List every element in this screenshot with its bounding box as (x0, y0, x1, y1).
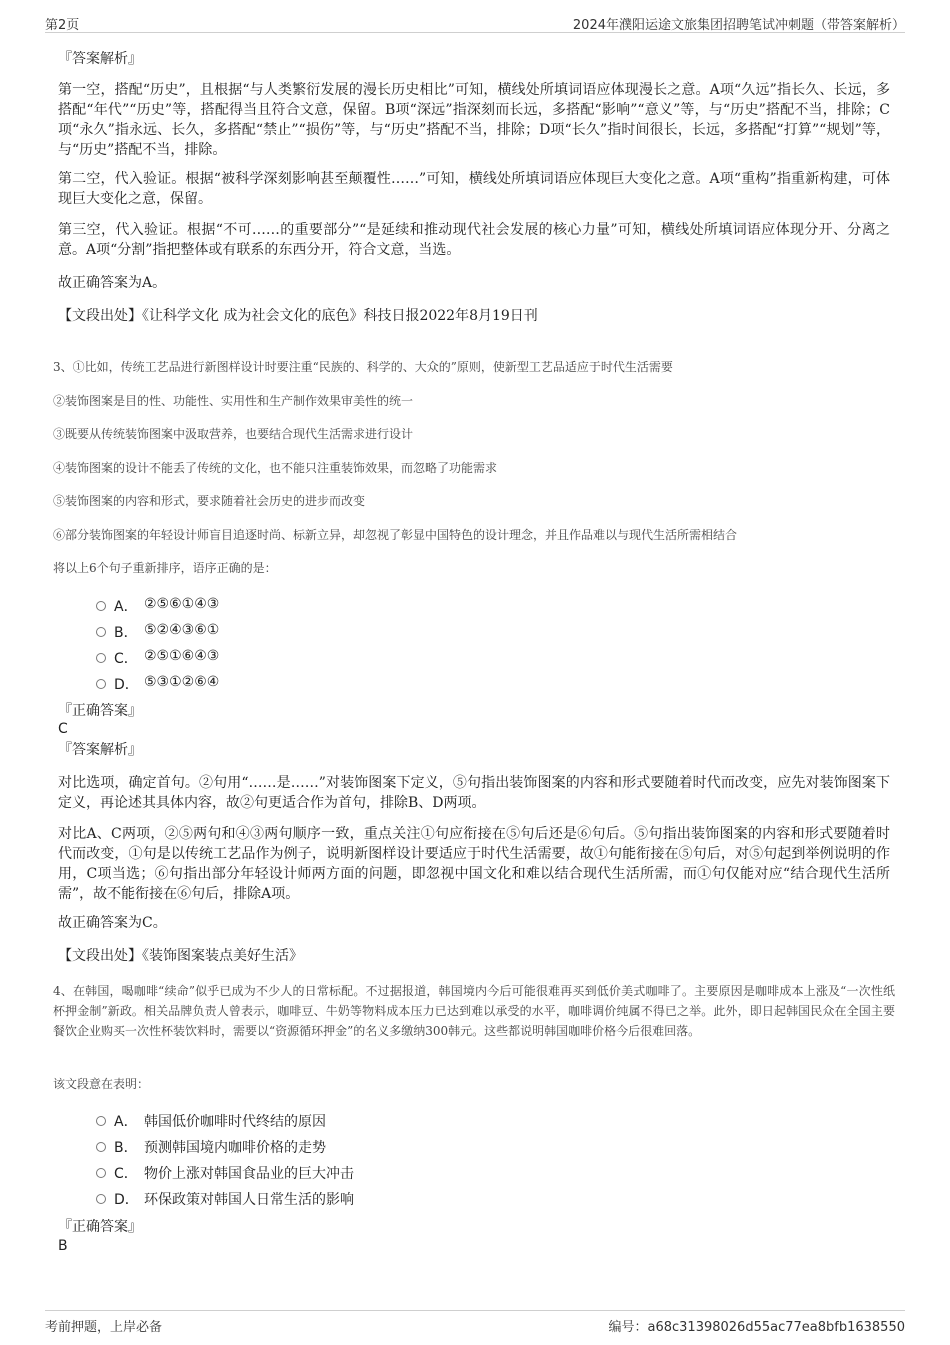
option-text: ②⑤①⑥④③ (144, 648, 220, 664)
option-letter: D． (114, 1192, 139, 1208)
q3-conclusion: 故正确答案为C。 (58, 915, 167, 931)
q4-correct-answer: B (58, 1238, 68, 1254)
q3-sentence-2: ②装饰图案是目的性、功能性、实用性和生产制作效果审美性的统一 (53, 394, 414, 408)
option-letter: D． (114, 677, 139, 693)
q2-analysis-paragraph-2: 第二空，代入验证。根据“被科学深刻影响甚至颠覆性……”可知，横线处所填词语应体现巨大变化之意。A项“重构”指重新构建，可体现巨大变化之意，保留。 (58, 171, 890, 207)
radio-button[interactable] (96, 601, 106, 611)
document-title: 2024年濮阳运途文旅集团招聘笔试冲刺题（带答案解析） (572, 18, 905, 33)
option-letter: B． (114, 625, 138, 641)
q3-correct-label: 『正确答案』 (58, 703, 142, 719)
radio-button[interactable] (96, 653, 106, 663)
q3-sentence-5: ⑤装饰图案的内容和形式，要求随着社会历史的进步而改变 (53, 494, 366, 508)
q3-stem: 3、①比如，传统工艺品进行新图样设计时要注重“民族的、科学的、大众的”原则，使新型工艺品适应于时代生活需要 (53, 360, 673, 374)
option-text: 韩国低价咖啡时代终结的原因 (144, 1114, 326, 1130)
radio-button[interactable] (96, 679, 106, 689)
option-letter: C． (114, 1166, 138, 1182)
q3-analysis-paragraph-2: 对比A、C两项，②⑤两句和④③两句顺序一致，重点关注①句应衔接在⑤句后还是⑥句后。⑤句指出装饰图案的内容和形式要随着时代而改变，①句是以传统工艺品作为例子，说明新图样设计要适应于时代生活需要，故①句能衔接在⑤句后，对⑤句起到举例说明的作用，C项当选；⑥句指出部分年轻设计师两方面的问题，即忽视中国文化和难以结合现代生活所需，而①句仅能对应“结合现代生活所需”，故不能衔接在⑥句后，排除A项。 (58, 826, 890, 902)
option-letter: A． (114, 599, 138, 615)
option-text: 预测韩国境内咖啡价格的走势 (144, 1140, 326, 1156)
q2-analysis-paragraph-3: 第三空，代入验证。根据“不可……的重要部分”“是延续和推动现代社会发展的核心力量”可知，横线处所填词语应体现分开、分离之意。A项“分割”指把整体或有联系的东西分开，符合文意，当选。 (58, 222, 890, 258)
q3-analysis-paragraph-1: 对比选项，确定首句。②句用“……是……”对装饰图案下定义，⑤句指出装饰图案的内容和形式要随着时代而改变，应先对装饰图案下定义，再论述其具体内容，故②句更适合作为首句，排除B、D两项。 (58, 775, 890, 811)
page-footer (45, 1310, 905, 1335)
footer-slogan: 考前押题，上岸必备 (45, 1320, 163, 1335)
radio-button[interactable] (96, 1142, 106, 1152)
option-text: 环保政策对韩国人日常生活的影响 (144, 1192, 354, 1208)
q4-stem: 4、在韩国，喝咖啡“续命”似乎已成为不少人的日常标配。不过据报道，韩国境内今后可能很难再买到低价美式咖啡了。主要原因是咖啡成本上涨及“一次性纸杯押金制”新政。相关品牌负责人曾表示，咖啡豆、牛奶等物料成本压力已达到难以承受的水平，咖啡调价纯属不得已之举。此外，即日起韩国民众在全国主要餐饮企业购买一次性杯装饮料时，需要以“资源循环押金”的名义多缴纳300韩元。这些都说明韩国咖啡价格今后很难回落。 (53, 984, 895, 1038)
document-id: 编号：a68c31398026d55ac77ea8bfb1638550 (608, 1320, 905, 1335)
q3-sentence-6: ⑥部分装饰图案的年轻设计师盲目追逐时尚、标新立异，却忽视了彰显中国特色的设计理念，并且作品难以与现代生活所需相结合 (53, 528, 738, 542)
q3-sentence-4: ④装饰图案的设计不能丢了传统的文化，也不能只注重装饰效果，而忽略了功能需求 (53, 461, 498, 475)
q4-question: 该文段意在表明： (53, 1077, 150, 1091)
option-text: ②⑤⑥①④③ (144, 596, 220, 612)
option-letter: C． (114, 651, 138, 667)
radio-button[interactable] (96, 1168, 106, 1178)
page-header (45, 12, 905, 33)
radio-button[interactable] (96, 1194, 106, 1204)
q3-source: 【文段出处】《装饰图案装点美好生活》 (58, 948, 303, 964)
option-letter: A． (114, 1114, 138, 1130)
option-text: 物价上涨对韩国食品业的巨大冲击 (144, 1166, 354, 1182)
radio-button[interactable] (96, 1116, 106, 1126)
q2-analysis-paragraph-1: 第一空，搭配“历史”，且根据“与人类繁衍发展的漫长历史相比”可知，横线处所填词语应体现漫长之意。A项“久远”指长久、长远，多搭配“年代”“历史”等，搭配得当且符合文意，保留。B项“深远”指深刻而长远，多搭配“影响”“意义”等，与“历史”搭配不当，排除；C项“永久”指永远、长久，多搭配“禁止”“损伤”等，与“历史”搭配不当，排除；D项“长久”指时间很长，长远，多搭配“打算”“规划”等，与“历史”搭配不当，排除。 (58, 82, 890, 158)
option-text: ⑤②④③⑥① (144, 622, 220, 638)
q3-correct-answer: C (58, 721, 68, 737)
q2-source: 【文段出处】《让科学文化 成为社会文化的底色》科技日报2022年8月19日刊 (58, 308, 538, 324)
q4-correct-label: 『正确答案』 (58, 1219, 142, 1235)
q3-sentence-3: ③既要从传统装饰图案中汲取营养，也要结合现代生活需求进行设计 (53, 427, 414, 441)
option-text: ⑤③①②⑥④ (144, 674, 220, 690)
q3-question: 将以上6个句子重新排序，语序正确的是： (53, 561, 277, 575)
q2-conclusion: 故正确答案为A。 (58, 275, 167, 291)
q2-analysis-label: 『答案解析』 (58, 51, 142, 67)
q3-analysis-label: 『答案解析』 (58, 742, 142, 758)
radio-button[interactable] (96, 627, 106, 637)
page-number: 第2页 (45, 18, 80, 33)
option-letter: B． (114, 1140, 138, 1156)
